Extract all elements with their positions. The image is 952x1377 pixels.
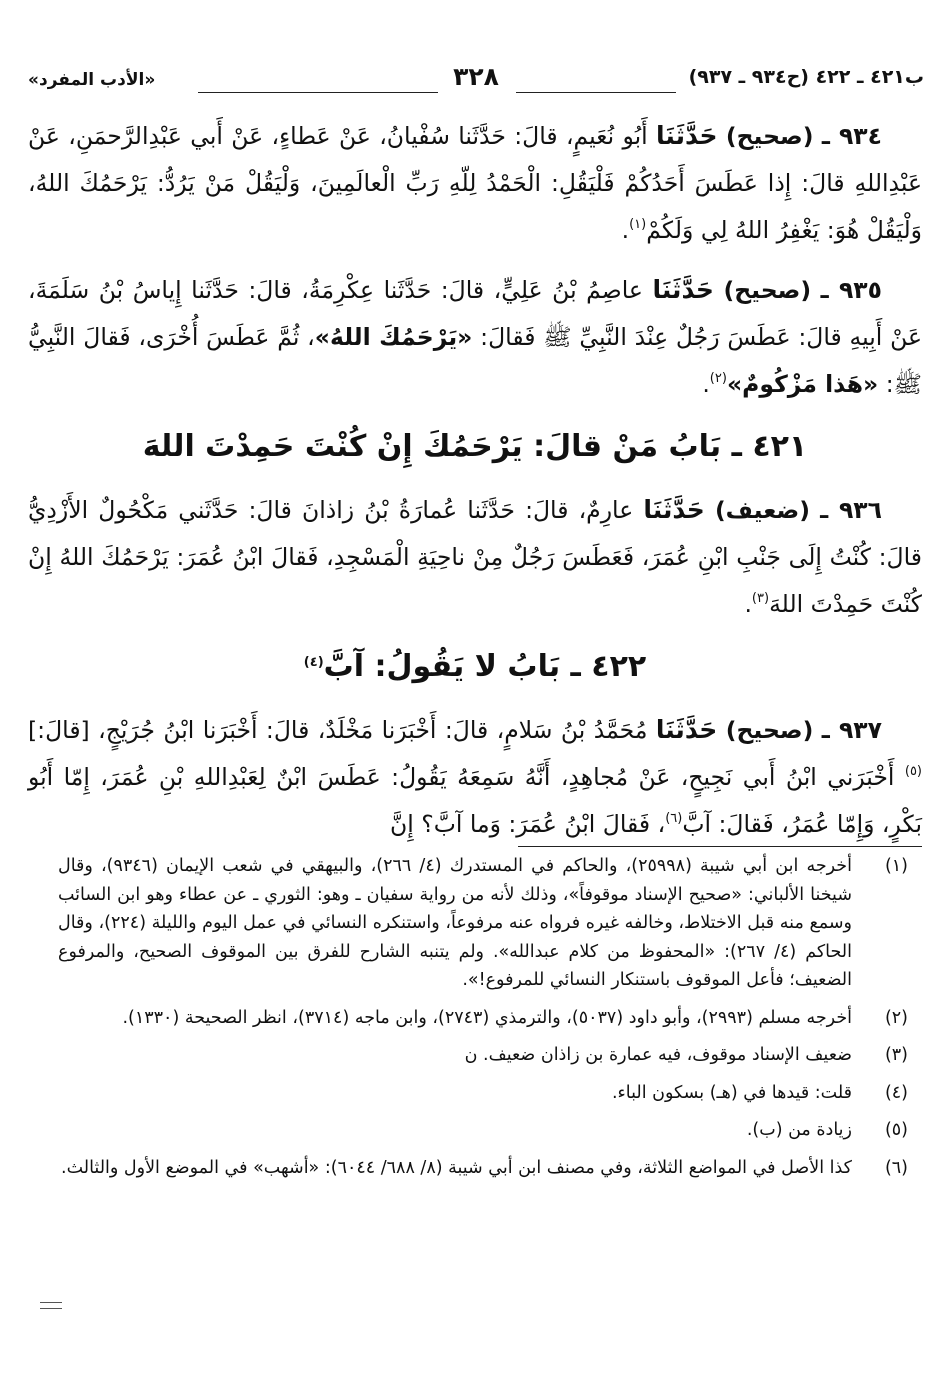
chapter-title: ٤٢١ ـ بَابُ مَنْ قالَ: يَرْحَمُكَ إِنْ كُنْتَ حَمِدْتَ اللهَ (142, 429, 808, 464)
footnote-text: ضعيف الإسناد موقوف، فيه عمارة بن زاذان ضعيف. ن (464, 1045, 852, 1065)
hadith-grade: (صحيح) (725, 122, 814, 150)
chapter-title: ٤٢٢ ـ بَابُ لا يَقُولُ: آبَّ (323, 649, 647, 684)
header-rule-left (198, 92, 438, 93)
book-title: «الأدب المفرد» (28, 70, 156, 90)
main-text (28, 112, 922, 848)
hadith-number: ٩٣٧ ـ (821, 716, 882, 744)
hadith-end: . (702, 370, 710, 398)
footnote-text: أخرجه ابن أبي شيبة (٢٥٩٩٨)، والحاكم في المستدرك (٤/ ٢٦٦)، والبيهقي في شعب الإيمان (٩٣٤٦)، وقال شيخنا الألباني: «صحيح الإسناد موقوفاً»، وذلك لأنه من رواية سفيان ـ وهو: الثوري ـ عن عطاء وهو ابن السائب وسمع منه قبل الاختلاط، وخالفه غيره فرواه عنه مرفوعاً، واستنكره النسائي في عمل اليوم والليلة (٢٢٤)، وقال الحاكم (٤/ ٢٦٧): «المحفوظ من كلام عبدالله». ولم يتنبه الشارح للفرق بين الموقوف الصحيح، والمرفوع الضعيف؛ فأعل الموقوف باستنكار النسائي للمرفوع!». (58, 856, 852, 990)
footnote-4 (58, 1079, 908, 1108)
hadith-text-end: ، فَقالَ ابْنُ عُمَرَ: وَما آبَّ؟ إِنَّ (389, 810, 666, 838)
hadith-934 (28, 112, 922, 254)
hadith-grade: (صحيح) (725, 716, 814, 744)
footnote-2 (58, 1004, 908, 1033)
footnote-ref[interactable]: (٢) (709, 371, 727, 386)
hadith-number: ٩٣٦ ـ (820, 496, 882, 524)
footnote-ref[interactable]: (٤) (303, 655, 324, 670)
footnote-separator (518, 846, 922, 847)
hadith-isnad-key: حَدَّثَنَا (643, 495, 705, 524)
footnote-3 (58, 1041, 908, 1070)
footnote-number: (٦) (884, 1157, 908, 1178)
prophetic-quote: «يَرْحَمُكَ اللهُ» (314, 323, 473, 351)
footnote-text: كذا الأصل في المواضع الثلاثة، وفي مصنف ابن أبي شيبة (٨/ ٦٨٨/ ٦٠٤٤): «أشهب» في الموضع الأول والثالث. (61, 1157, 852, 1178)
hadith-935 (28, 266, 922, 408)
footnote-number: (٤) (884, 1082, 908, 1103)
chapter-heading-421 (28, 408, 922, 486)
page-end-mark (40, 1302, 62, 1309)
footnote-1 (58, 852, 908, 995)
chapter-heading-422 (28, 628, 922, 706)
footnote-text: قلت: قيدها في (هـ) بسكون الباء. (611, 1082, 852, 1103)
hadith-isnad-key: حَدَّثَنَا (655, 715, 718, 744)
footnote-number: (٣) (884, 1045, 908, 1065)
hadith-936 (28, 486, 922, 628)
hadith-text: عاصِمُ بْنُ عَلِيٍّ، قالَ: حَدَّثَنا عِكْرِمَةُ، قالَ: حَدَّثَنا إِياسُ بْنُ سَلَمَةَ، عَنْ أَبِيهِ قالَ: عَطَسَ رَجُلٌ عِنْدَ النَّبِيِّ ﷺ فَقالَ: (28, 276, 922, 351)
hadith-text-continued: أَخْبَرَني ابْنُ أَبي نَجِيحٍ، عَنْ مُجاهِدٍ، أَنَّهُ سَمِعَهُ يَقُولُ: عَطَسَ ابْنٌ لِعَبْدِاللهِ بْنِ عُمَرَ، إِمّا أَبُو بَكْرٍ، وَإِمّا عُمَرُ، فَقالَ: آبَّ (28, 763, 922, 838)
hadith-end: . (744, 590, 752, 618)
footnote-text: أخرجه مسلم (٢٩٩٣)، وأبو داود (٥٠٣٧)، والترمذي (٢٧٤٣)، وابن ماجه (٣٧١٤)، انظر الصحيحة (١٣٣٠). (122, 1007, 852, 1028)
header-chapter-range: ب٤٢١ ـ ٤٢٢ (ح٩٣٤ ـ ٩٣٧) (688, 66, 924, 88)
footnote-number: (١) (884, 856, 908, 876)
hadith-grade: (صحيح) (723, 276, 812, 304)
footnotes (58, 852, 908, 1191)
hadith-number: ٩٣٤ ـ (821, 122, 882, 150)
hadith-isnad-key: حَدَّثَنَا (652, 275, 714, 304)
hadith-grade: (ضعيف) (714, 496, 810, 524)
hadith-text-middle: ، ثُمَّ عَطَسَ أُخْرَى، فَقالَ النَّبِيُّ ﷺ: (28, 323, 922, 398)
footnote-ref[interactable]: (٦) (665, 811, 683, 826)
header-rule-right (516, 92, 676, 93)
hadith-text: مُحَمَّدُ بْنُ سَلامٍ، قالَ: أَخْبَرَنا مَخْلَدٌ، قالَ: أَخْبَرَنا ابْنُ جُرَيْجٍ، [قالَ:] (28, 716, 648, 744)
hadith-end: . (621, 216, 630, 244)
footnote-ref[interactable]: (٣) (751, 591, 770, 606)
hadith-text: أَبُو نُعَيمٍ، قالَ: حَدَّثَنا سُفْيانُ، عَنْ عَطاءٍ، عَنْ أَبي عَبْدِالرَّحمَنِ، عَنْ عَبْدِاللهِ قالَ: إِذا عَطَسَ أَحَدُكُمْ فَلْيَقُلِ: الْحَمْدُ لِلّهِ رَبِّ الْعالَمِينَ، وَلْيَقُلْ مَنْ يَرُدُّ: يَرْحَمُكَ اللهُ، وَلْيَقُلْ هُوَ: يَغْفِرُ اللهُ لِي وَلَكُمْ (28, 122, 922, 244)
prophetic-quote: «هَذا مَزْكُومٌ» (726, 370, 879, 398)
footnote-6 (58, 1154, 908, 1183)
footnote-number: (٢) (884, 1007, 908, 1028)
hadith-number: ٩٣٥ ـ (820, 276, 882, 304)
footnote-text: زيادة من (ب). (746, 1120, 852, 1140)
footnote-number: (٥) (884, 1120, 908, 1140)
footnote-ref[interactable]: (٥) (904, 764, 922, 779)
hadith-isnad-key: حَدَّثَنَا (656, 121, 718, 150)
footnote-ref[interactable]: (١) (629, 217, 647, 232)
footnote-5 (58, 1116, 908, 1145)
page-number: ٣٢٨ (453, 62, 499, 91)
spacer (28, 254, 922, 266)
running-header (28, 62, 924, 102)
hadith-937 (28, 706, 922, 848)
hadith-text: عارِمٌ، قالَ: حَدَّثَنا عُمارَةُ بْنُ زاذانَ قالَ: حَدَّثَني مَكْحُولٌ الأَزْدِيُّ قالَ: كُنْتُ إِلَى جَنْبِ ابْنِ عُمَرَ، فَعَطَسَ رَجُلٌ مِنْ ناحِيَةِ الْمَسْجِدِ، فَقالَ ابْنُ عُمَرَ: يَرْحَمُكَ اللهُ إِنْ كُنْتَ حَمِدْتَ اللهَ (28, 496, 922, 618)
